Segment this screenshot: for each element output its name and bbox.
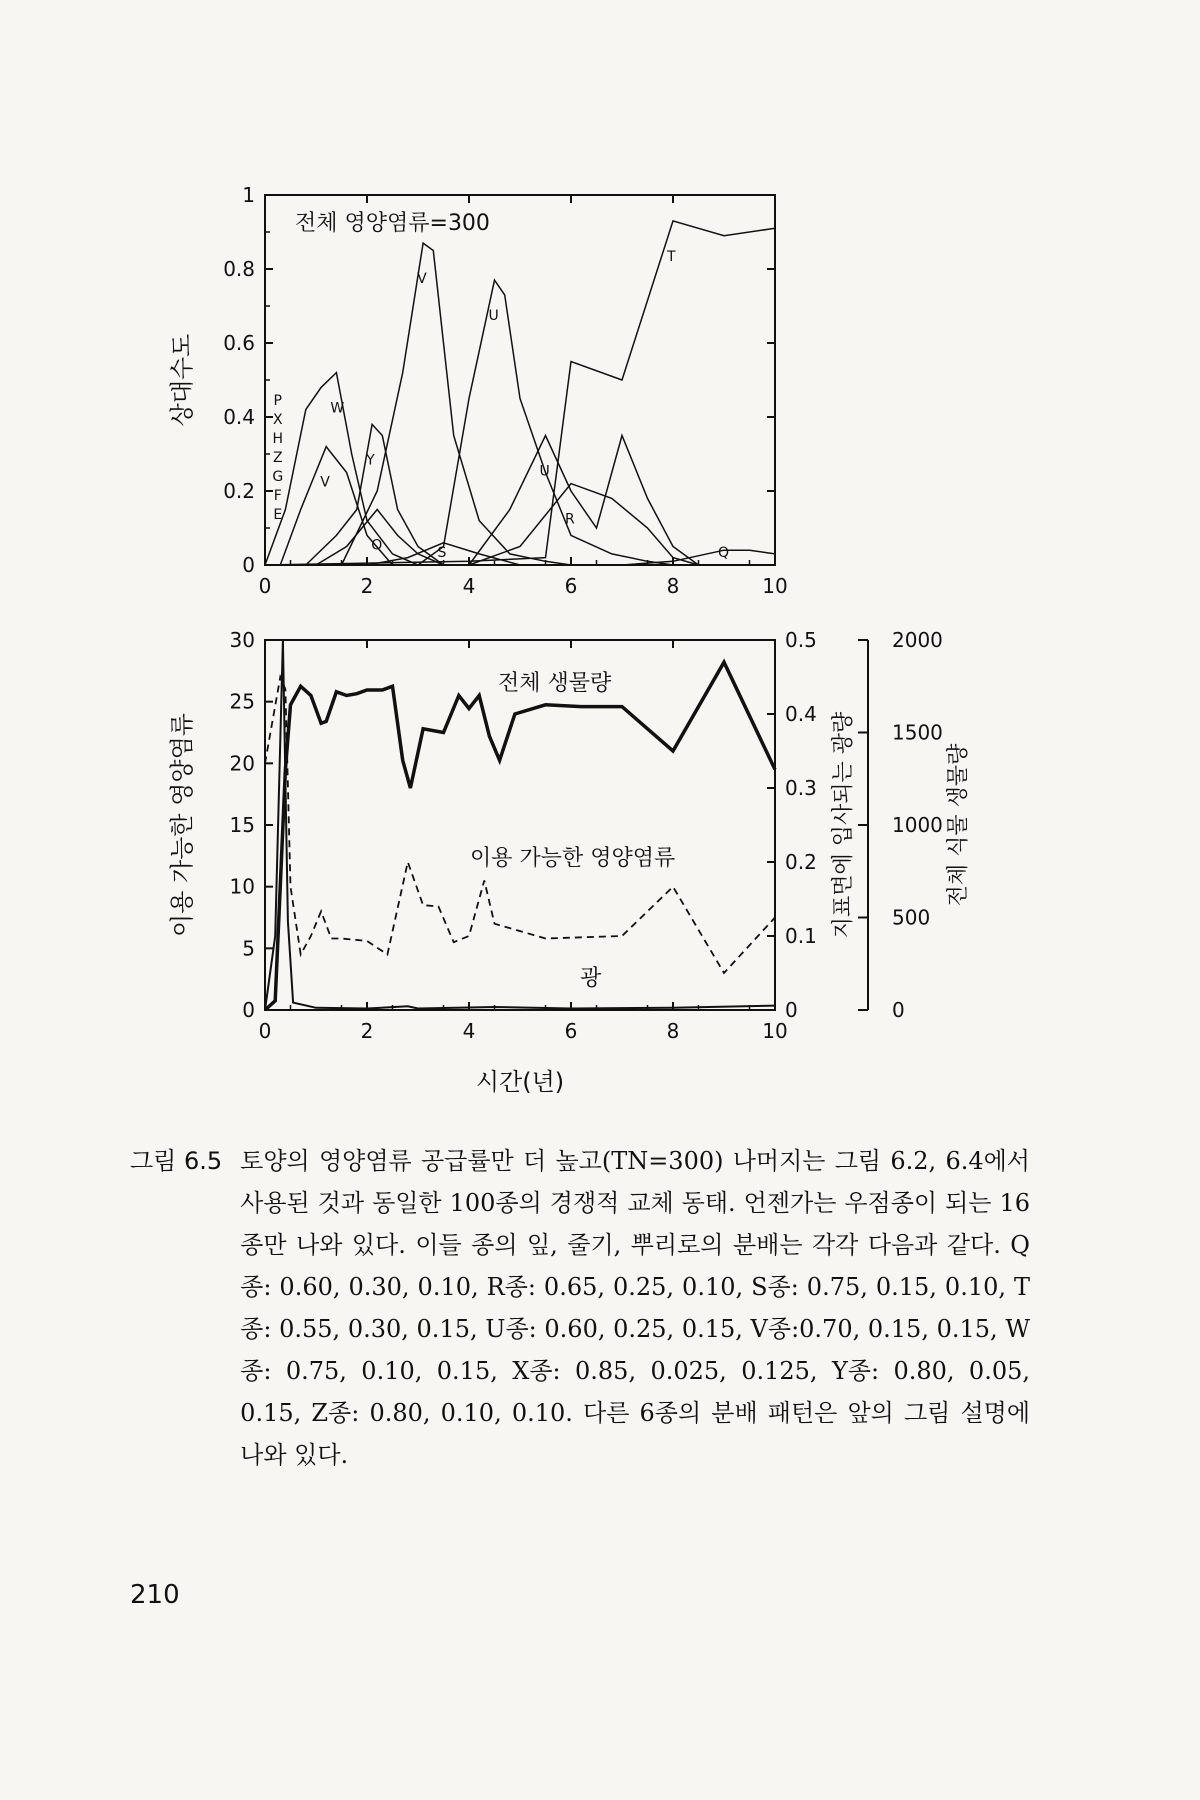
series-line-U bbox=[469, 436, 699, 566]
left-y-tick-label: 20 bbox=[229, 751, 255, 776]
right1-y-tick-label: 0.3 bbox=[785, 776, 817, 800]
right1-y-tick-label: 0.2 bbox=[785, 850, 817, 874]
side-letter-G: G bbox=[272, 469, 284, 485]
bottom-xlabel: 시간(년) bbox=[475, 1068, 565, 1096]
series-line-V bbox=[342, 243, 572, 565]
series-label-V: V bbox=[320, 474, 330, 491]
series-label-R: R bbox=[565, 511, 575, 528]
side-letter-E: E bbox=[273, 507, 283, 523]
bottom-ylabel-right1: 지표면에 입사되는 광량 bbox=[831, 711, 856, 939]
top-y-tick-label: 0.6 bbox=[223, 331, 255, 355]
series-label-U: U bbox=[539, 463, 550, 480]
top-y-tick-label: 1 bbox=[242, 183, 255, 207]
series-label-O: O bbox=[371, 537, 383, 554]
biomass-label: 전체 생물량 bbox=[498, 671, 612, 696]
right1-y-tick-label: 0.5 bbox=[785, 628, 817, 652]
left-y-tick-label: 10 bbox=[229, 874, 255, 899]
bottom-x-tick-label: 8 bbox=[666, 1019, 680, 1043]
side-letter-H: H bbox=[272, 431, 284, 447]
bottom-series-line-1 bbox=[265, 677, 775, 973]
top-x-tick-label: 8 bbox=[666, 574, 680, 598]
figure-caption bbox=[130, 1140, 1030, 1476]
top-ylabel: 상대수도 bbox=[168, 333, 196, 427]
series-label-V: V bbox=[417, 271, 427, 288]
left-y-tick-label: 0 bbox=[242, 998, 255, 1022]
nutrient-label: 이용 가능한 영양염류 bbox=[470, 846, 676, 871]
bottom-ylabel-left: 이용 가능한 영양염류 bbox=[168, 713, 196, 937]
bottom-ylabel-right2: 전체 식물 생물량 bbox=[946, 743, 971, 907]
top-series-group bbox=[265, 221, 775, 565]
side-letter-F: F bbox=[273, 488, 282, 504]
series-label-T: T bbox=[667, 248, 676, 265]
series-label-Y: Y bbox=[366, 452, 375, 469]
series-label-Q: Q bbox=[718, 545, 730, 561]
bottom-x-tick-label: 2 bbox=[360, 1019, 374, 1043]
bottom-x-tick-label: 10 bbox=[762, 1019, 788, 1043]
relative-abundance-chart bbox=[168, 183, 788, 598]
page-number: 210 bbox=[130, 1580, 180, 1610]
light-label: 광 bbox=[580, 966, 602, 991]
top-x-tick-label: 0 bbox=[258, 574, 272, 598]
left-y-tick-label: 25 bbox=[229, 689, 255, 714]
series-line-R bbox=[469, 484, 699, 565]
series-label-W: W bbox=[330, 400, 345, 417]
top-x-tick-label: 6 bbox=[564, 574, 578, 598]
left-y-tick-label: 15 bbox=[229, 813, 255, 837]
bottom-x-tick-label: 4 bbox=[462, 1019, 476, 1043]
caption-label: 그림 6.5 bbox=[130, 1147, 223, 1175]
biomass-nutrient-light-chart bbox=[168, 628, 971, 1096]
bottom-x-tick-label: 6 bbox=[564, 1019, 578, 1043]
top-y-tick-label: 0.2 bbox=[223, 479, 255, 503]
top-annotation: 전체 영양염류=300 bbox=[295, 211, 490, 236]
right2-y-tick-label: 1500 bbox=[892, 720, 943, 745]
side-letter-P: P bbox=[273, 393, 282, 409]
top-y-tick-label: 0 bbox=[242, 553, 255, 577]
right1-y-tick-label: 0.4 bbox=[785, 702, 817, 726]
right1-y-tick-label: 0.1 bbox=[785, 924, 817, 948]
top-side-letters bbox=[272, 393, 283, 523]
bottom-series-line-0 bbox=[265, 662, 775, 1010]
side-letter-Z: Z bbox=[272, 450, 283, 466]
series-line-U bbox=[418, 280, 673, 565]
top-x-tick-label: 2 bbox=[360, 574, 374, 598]
top-x-tick-label: 4 bbox=[462, 574, 476, 598]
top-axis-ticks bbox=[223, 183, 788, 598]
side-letter-X: X bbox=[272, 412, 283, 428]
series-label-S: S bbox=[437, 545, 447, 561]
left-y-tick-label: 5 bbox=[242, 936, 255, 961]
bottom-x-tick-label: 0 bbox=[258, 1019, 272, 1043]
left-y-tick-label: 30 bbox=[229, 628, 255, 652]
top-x-tick-label: 10 bbox=[762, 574, 788, 598]
top-y-tick-label: 0.4 bbox=[223, 405, 255, 429]
top-plot-frame bbox=[265, 195, 775, 565]
series-label-U: U bbox=[488, 308, 499, 325]
top-y-tick-label: 0.8 bbox=[223, 257, 255, 281]
right2-y-tick-label: 500 bbox=[892, 905, 931, 930]
right2-y-tick-label: 2000 bbox=[892, 628, 943, 652]
series-line-T bbox=[265, 221, 775, 565]
caption-text: 토양의 영양염류 공급률만 더 높고(TN=300) 나머지는 그림 6.2, 6.4에서 사용된 것과 동일한 100종의 경쟁적 교체 동태. 언젠가는 우점종이 되는 16종만 나와 있다. 이들 종의 잎, 줄기, 뿌리로의 분배는 각각 다음과 같다. Q종: 0.60, 0.30, 0.10, R종: 0.65, 0.25, 0.10, S종: 0.75, 0.15, 0.10, T종: 0.55, 0.30, 0.15, U종: 0.60, 0.25, 0.15, V종:0.70, 0.15, 0.15, W종: 0.75, 0.10, 0.15, X종: 0.85, 0.025, 0.125, Y종: 0.80, 0.05, 0.15, Z종: 0.80, 0.10, 0.10. 다른 6종의 분배 패턴은 앞의 그림 설명에 나와 있다. bbox=[240, 1147, 1030, 1469]
right2-y-tick-label: 1000 bbox=[892, 813, 943, 837]
right2-y-tick-label: 0 bbox=[892, 998, 905, 1022]
right1-y-tick-label: 0 bbox=[785, 998, 798, 1022]
